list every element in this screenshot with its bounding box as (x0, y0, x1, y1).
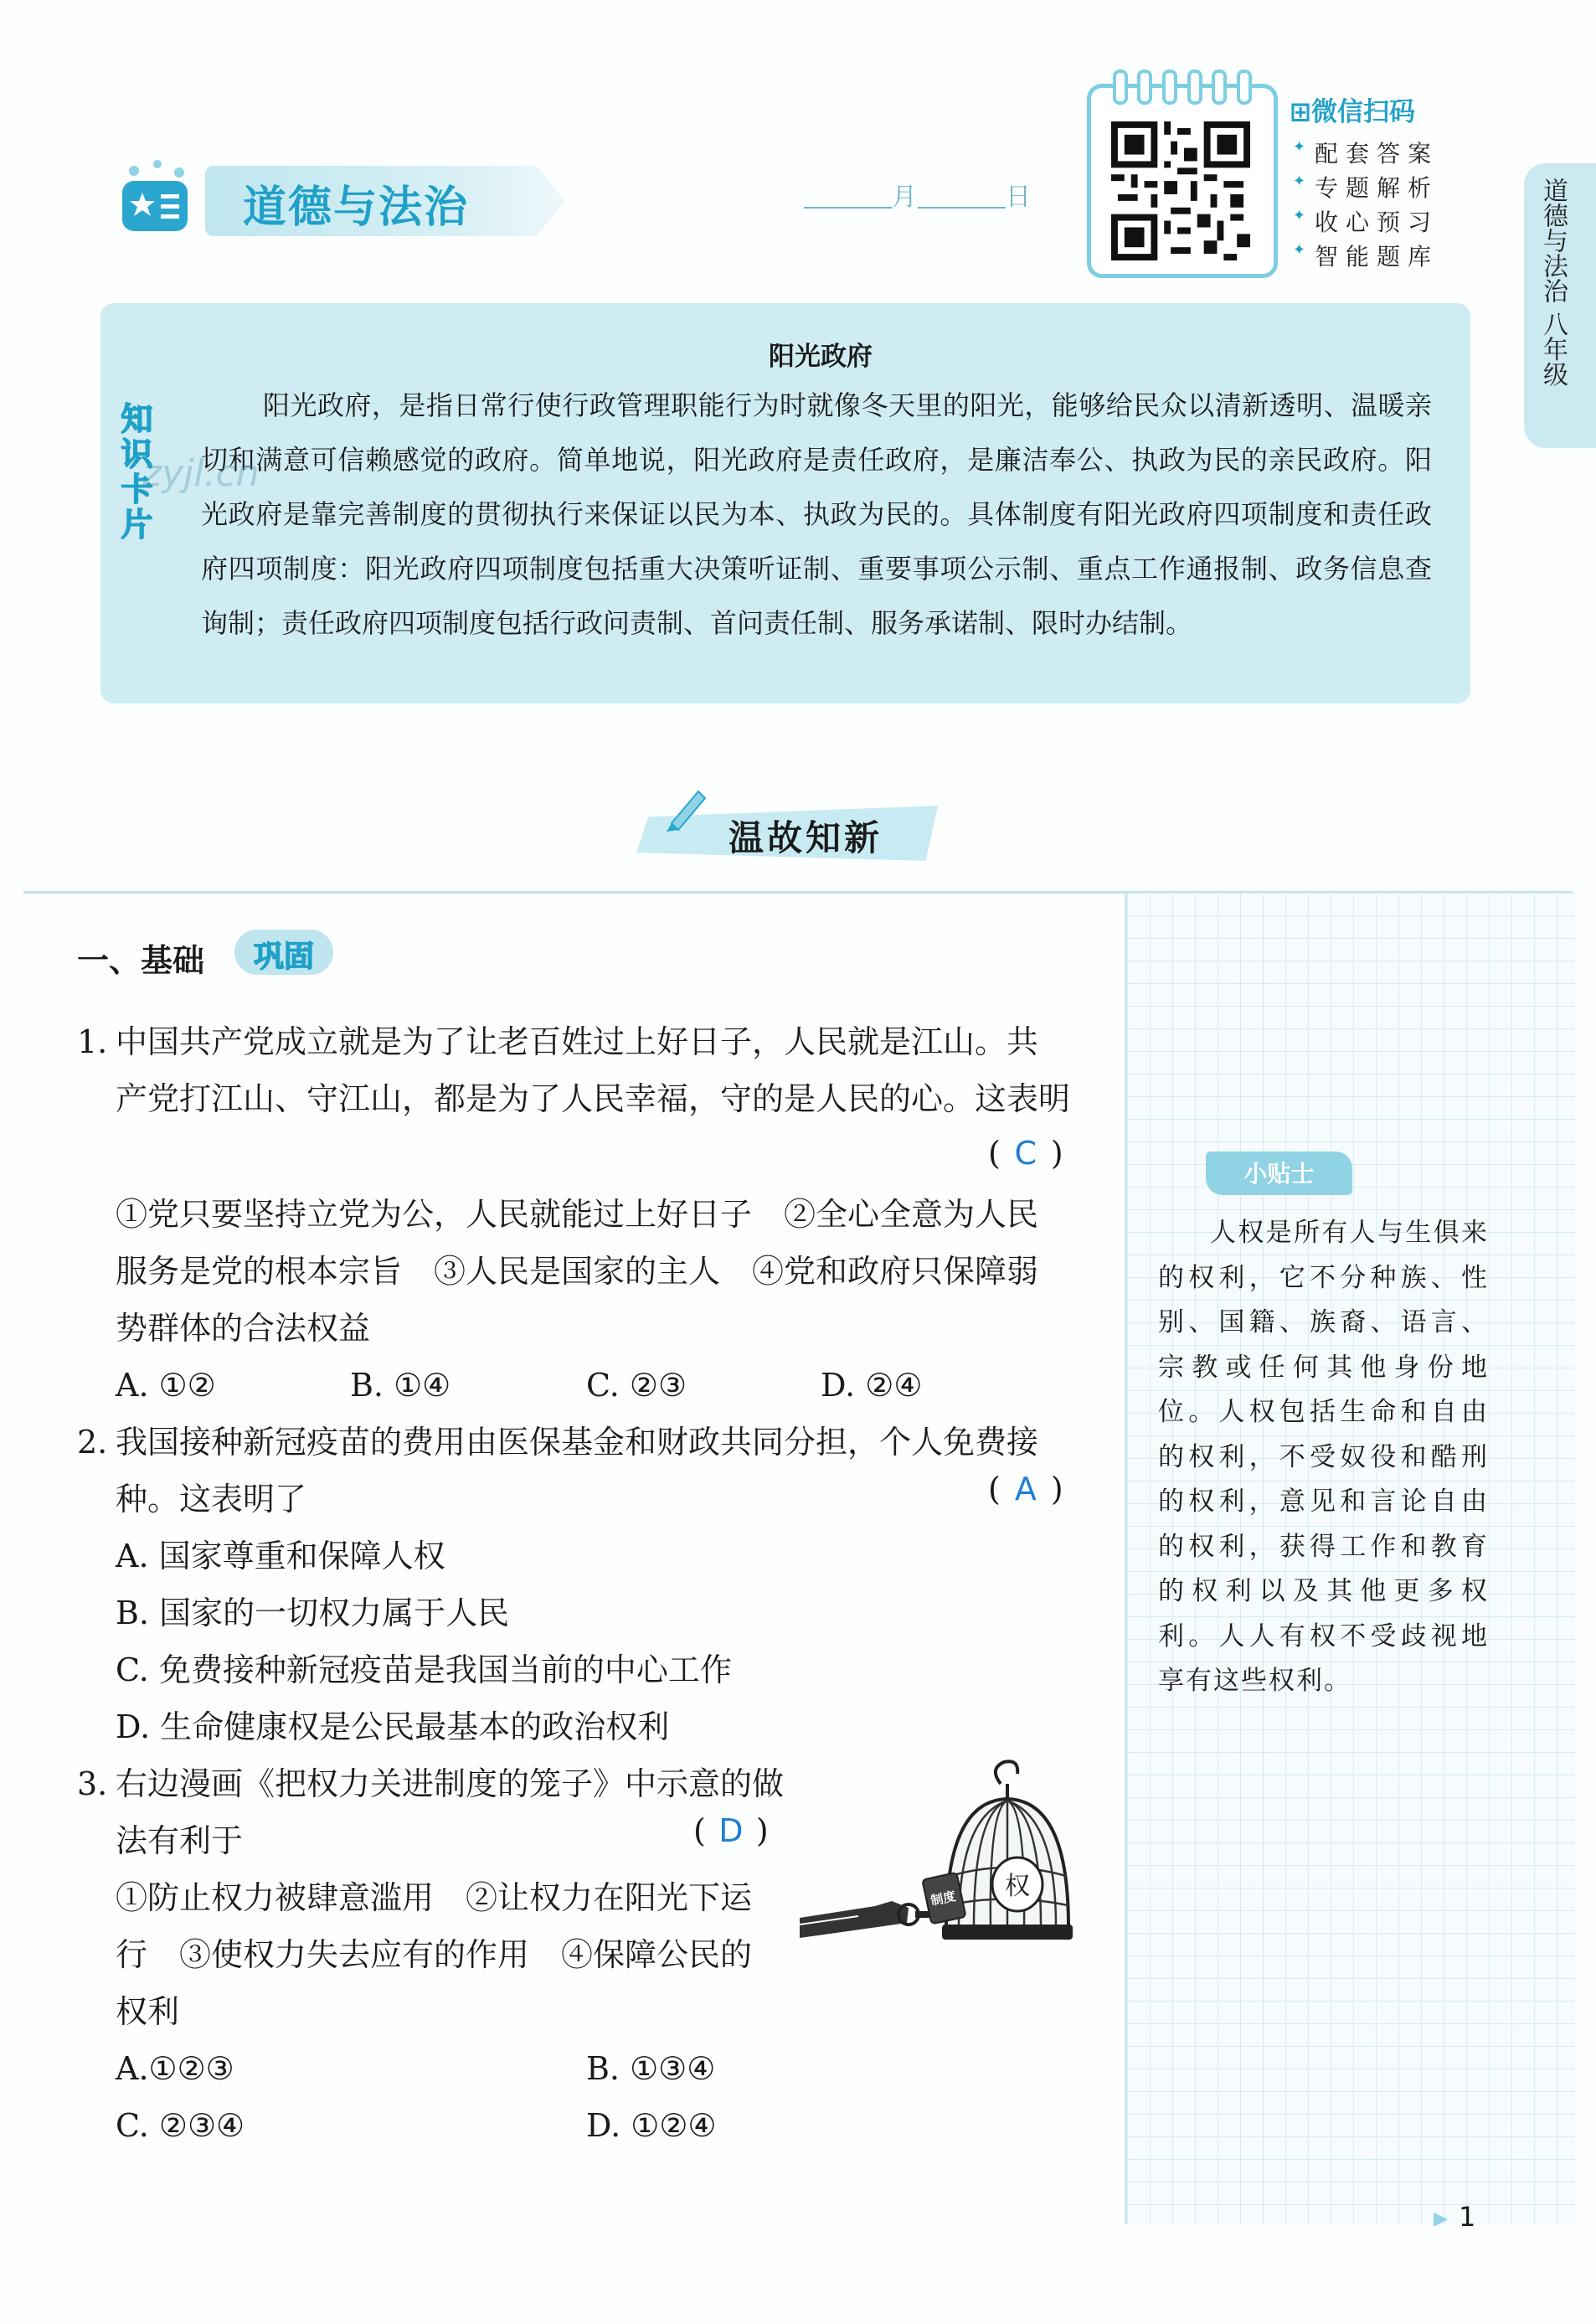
month-label: 月 (892, 183, 918, 212)
scan-heading: ⊞微信扫码 (1290, 97, 1415, 127)
statement-line: ①防止权力被肆意滥用 ②让权力在阳光下运 (116, 1879, 753, 1916)
knowledge-card-text: 阳光政府，是指日常行使行政管理职能行为时就像冬天里的阳光，能够给民众以清新透明、温暖亲切和满意可信赖感觉的政府。简单地说，阳光政府是责任政府，是廉洁奉公、执政为民的亲民政府。阳光政府是靠完善制度的贯彻执行来保证以民为本、执政为民的。具体制度有阳光政府四项制度和责任政府四项制度：阳光政府四项制度包括重大决策听证制、重要事项公示制、重点工作通报制、政务信息查询制；责任政府四项制度包括行政问责制、首问责任制、服务承诺制、限时办结制。 (201, 389, 1432, 639)
question-number: 1. (77, 1023, 108, 1060)
answer-blank[interactable]: ( A ) (988, 1471, 1063, 1507)
section-title: 温故知新 (728, 817, 883, 858)
option-a[interactable]: A. ①② (116, 1367, 216, 1404)
option-d[interactable]: D. ①②④ (586, 2107, 717, 2144)
statement-line: 服务是党的根本宗旨 ③人民是国家的主人 ④党和政府只保障弱 (116, 1253, 1039, 1290)
option-c[interactable]: C. ②③④ (116, 2107, 245, 2144)
statement-line: 势群体的合法权益 (116, 1310, 371, 1347)
question-number: 2. (77, 1424, 108, 1461)
scan-item[interactable]: ✦ 专题解析 (1315, 170, 1439, 204)
subject-title: 道德与法治 (243, 183, 470, 233)
statement-line: ①党只要坚持立党为公，人民就能过上好日子 ②全心全意为人民 (116, 1196, 1039, 1233)
option-d[interactable]: D. ②④ (821, 1367, 923, 1404)
scan-item[interactable]: ✦ 配套答案 (1315, 136, 1439, 169)
question-stem-line: 种。这表明了 (116, 1481, 307, 1518)
answer-letter: C (1014, 1135, 1037, 1172)
knowledge-card-label: 知识卡片 (116, 402, 152, 543)
option-c[interactable]: C. 免费接种新冠疫苗是我国当前的中心工作 (116, 1652, 732, 1688)
qr-code-icon[interactable] (1111, 121, 1250, 260)
page-number: 1 (1459, 2201, 1476, 2233)
statement-line: 权利 (116, 1993, 180, 2030)
grade-side-tab-label: 道德与法治 八年级 (1538, 178, 1568, 387)
birdcage-cartoon-icon (800, 1759, 1097, 1968)
part-heading-highlight-label: 巩固 (253, 940, 314, 974)
statement-line: 行 ③使权力失去应有的作用 ④保障公民的 (116, 1936, 753, 1973)
option-b[interactable]: B. 国家的一切权力属于人民 (116, 1595, 510, 1631)
question-stem-line: 右边漫画《把权力关进制度的笼子》中示意的做 (116, 1765, 785, 1802)
svg-text:权: 权 (1005, 1872, 1030, 1901)
question-number: 3. (77, 1765, 108, 1802)
scan-item[interactable]: ✦ 收心预习 (1315, 204, 1439, 238)
tips-title: 小贴士 (1243, 1160, 1315, 1188)
answer-blank[interactable]: ( C ) (988, 1135, 1063, 1172)
option-b[interactable]: B. ①③④ (586, 2050, 716, 2087)
option-a[interactable]: A. 国家尊重和保障人权 (116, 1538, 445, 1574)
day-label: 日 (1006, 183, 1032, 212)
answer-letter: A (1014, 1471, 1037, 1507)
page-arrow-icon: ▶ (1434, 2208, 1448, 2229)
pencil-icon (662, 783, 712, 833)
qr-card[interactable] (1087, 84, 1278, 278)
question-stem-line: 中国共产党成立就是为了让老百姓过上好日子，人民就是江山。共 (116, 1023, 1039, 1060)
tips-text: 人权是所有人与生俱来的权利，它不分种族、性别、国籍、族裔、语言、宗教或任何其他身份地位。人权包括生命和自由的权利，不受奴役和酷刑的权利，意见和言论自由的权利，获得工作和教育的权利以及其他更多权利。人人有权不受歧视地享有这些权利。 (1158, 1218, 1489, 1696)
option-d[interactable]: D. 生命健康权是公民最基本的政治权利 (116, 1708, 670, 1745)
book-icon (117, 159, 193, 234)
scan-item[interactable]: ✦ 智能题库 (1315, 239, 1439, 272)
scan-icon: ⊞ (1290, 97, 1311, 127)
watermark: zyjl.cn (142, 452, 260, 495)
answer-letter: D (718, 1812, 744, 1849)
answer-blank[interactable]: ( D ) (693, 1812, 769, 1849)
knowledge-card-title: 阳光政府 (769, 342, 873, 372)
question-stem-line: 法有利于 (116, 1822, 244, 1859)
cartoon-tag: 制度 (929, 1888, 958, 1909)
question-stem-line: 产党打江山、守江山，都是为了人民幸福，守的是人民的心。这表明 (116, 1080, 1071, 1117)
option-b[interactable]: B. ①④ (350, 1367, 451, 1404)
part-heading: 一、基础 (77, 942, 205, 979)
date-field[interactable] (804, 176, 1032, 213)
question-stem-line: 我国接种新冠疫苗的费用由医保基金和财政共同分担，个人免费接 (116, 1424, 1039, 1461)
option-c[interactable]: C. ②③ (586, 1367, 687, 1404)
option-a[interactable]: A.①②③ (116, 2050, 234, 2087)
